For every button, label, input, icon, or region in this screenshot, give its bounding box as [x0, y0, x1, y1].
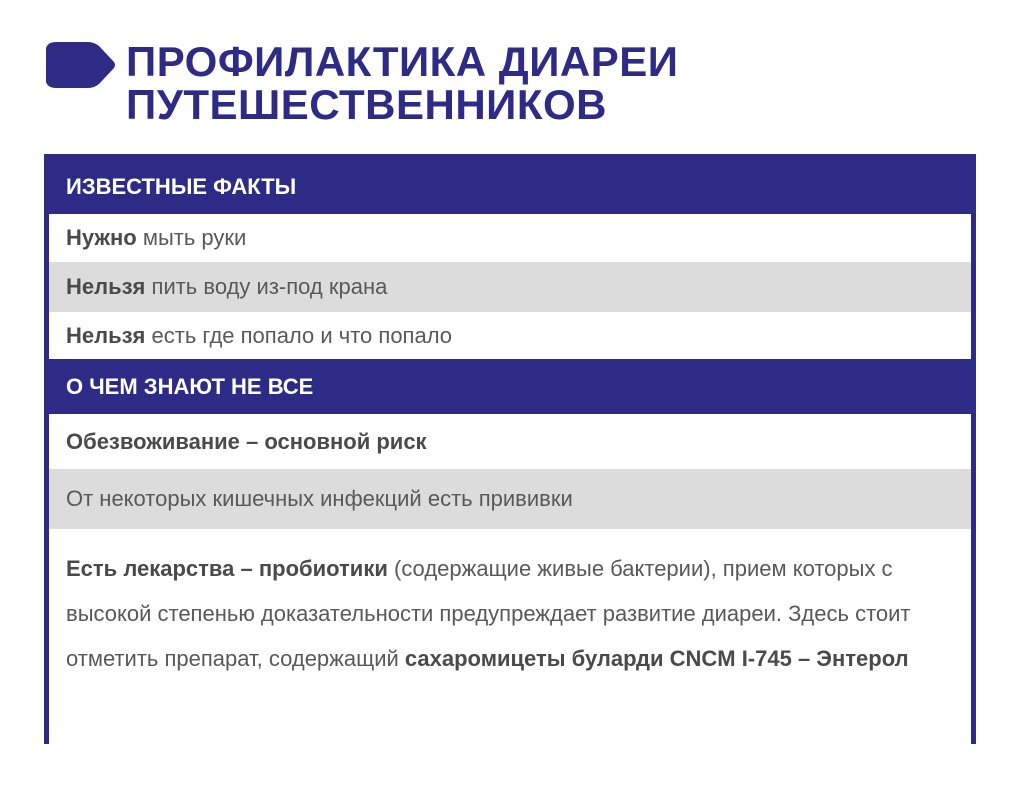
page-title	[126, 40, 678, 126]
section-heading-known-facts: ИЗВЕСТНЫЕ ФАКТЫ	[49, 159, 971, 214]
fact-bold: Нужно	[66, 225, 137, 250]
fact-bold: Нельзя	[66, 274, 146, 299]
page-header	[44, 40, 984, 132]
fact-text: пить воду из-под крана	[151, 274, 388, 299]
title-line-2: ПУТЕШЕСТВЕННИКОВ	[126, 81, 607, 128]
fact-bold: Нельзя	[66, 322, 146, 348]
para-bold-2: сахаромицеты буларди CNCM I-745 – Энтерол	[404, 646, 909, 671]
info-card	[44, 154, 976, 744]
fact-text: От некоторых кишечных инфекций есть прививки	[66, 486, 573, 511]
para-text-1: (содержащие живые бактерии), прием которых с высокой степенью доказательности предупреждает развитие диареи. Здесь стоит отметить препарат, содержащий	[66, 556, 911, 671]
title-line-1: ПРОФИЛАКТИКА ДИАРЕИ	[126, 38, 679, 85]
fact-text: мыть руки	[142, 225, 247, 250]
fact-row	[49, 214, 971, 262]
probiotics-paragraph	[49, 529, 971, 744]
section-heading-not-known: О ЧЕМ ЗНАЮТ НЕ ВСЕ	[49, 359, 971, 414]
fact-bold: Обезвоживание – основной риск	[66, 428, 427, 454]
arrow-right-icon	[44, 40, 116, 90]
fact-row	[49, 262, 971, 312]
fact-row	[49, 469, 971, 529]
fact-text: есть где попало и что попало	[151, 322, 453, 348]
para-bold-1: Есть лекарства – пробиотики	[66, 556, 388, 581]
fact-row	[49, 414, 971, 469]
fact-row	[49, 312, 971, 359]
